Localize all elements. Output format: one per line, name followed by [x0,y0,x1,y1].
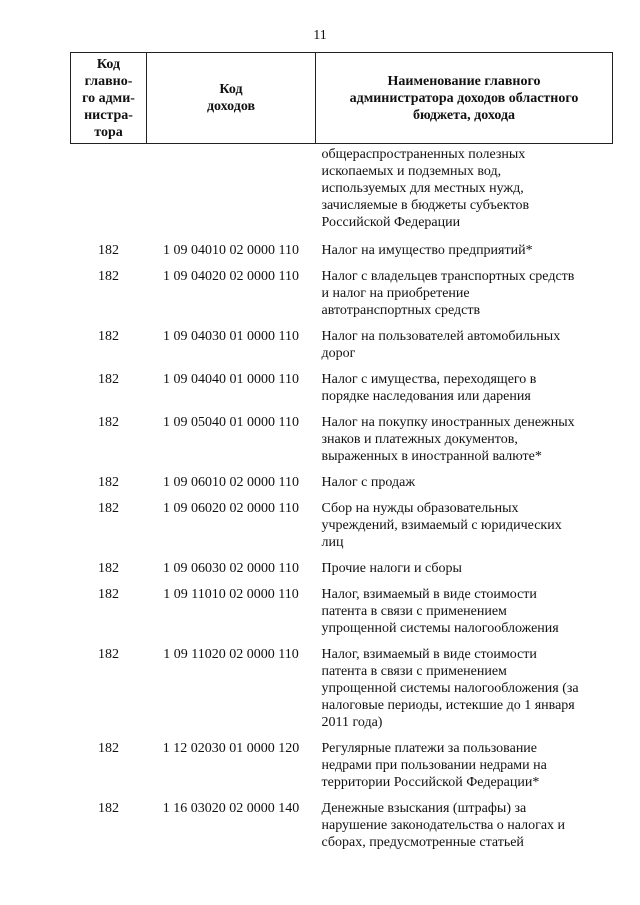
name-line: нарушение законодательства о налогах и [321,818,566,833]
admin-code-cell: 182 [98,415,119,430]
table-row [71,471,613,497]
name-line: знаков и платежных документов, [321,432,518,447]
admin-code-cell: 182 [98,372,119,387]
header-line: Код [96,56,121,72]
name-line: Налог на покупку иностранных денежных [321,415,575,430]
continuation-row [71,144,613,240]
table-header-row [71,53,613,144]
table-row [71,325,613,368]
name-line: общераспространенных полезных [321,147,526,162]
income-code-cell: 1 09 04040 01 0000 110 [163,372,299,387]
income-code-cell: 1 09 06030 02 0000 110 [163,561,299,576]
name-line: учреждений, взимаемый с юридических [321,518,562,533]
name-line: Налог с владельцев транспортных средств [321,269,575,284]
name-line: 2011 года) [321,715,383,730]
income-code-cell: 1 16 03020 02 0000 140 [162,801,300,816]
name-cell [316,737,613,797]
name-line: Российской Федерации [321,215,461,230]
name-line: Денежные взыскания (штрафы) за [321,801,527,816]
name-line: автотранспортных средств [321,303,481,318]
admin-code-cell: 182 [98,647,119,662]
name-cell [316,325,613,368]
name-line: недрами при пользовании недрами на [321,758,547,773]
admin-code-cell: 182 [98,801,119,816]
name-line: патента в связи с применением [321,664,507,679]
name-cell [316,368,613,411]
name-line: Регулярные платежи за пользование [321,741,538,756]
name-line: Налог с продаж [321,475,415,490]
name-line: патента в связи с применением [321,604,507,619]
name-cell [316,497,613,557]
name-cell [316,411,613,471]
header-line: тора [94,124,123,140]
income-code-cell: 1 09 04030 01 0000 110 [163,329,299,344]
admin-code-cell: 182 [98,741,119,756]
header-line: нистра- [84,107,133,123]
name-line: зачисляемые в бюджеты субъектов [321,198,530,213]
name-line: упрощенной системы налогообложения (за [321,681,579,696]
header-line: доходов [206,99,256,114]
admin-code-cell: 182 [98,561,119,576]
admin-code-cell: 182 [98,501,119,516]
admin-code-cell: 182 [98,475,119,490]
name-cell [316,144,613,240]
header-admin-code [71,53,147,144]
header-income-code [147,53,316,144]
table-row [71,643,613,737]
header-line: главно- [84,73,133,89]
income-code-cell: 1 09 04010 02 0000 110 [163,243,299,258]
table-row [71,583,613,643]
table-row [71,239,613,265]
table-row [71,411,613,471]
header-line: Код [219,82,243,97]
table-row [71,368,613,411]
income-code-cell [147,144,316,240]
income-code-cell: 1 09 11010 02 0000 110 [163,587,299,602]
header-line: Наименование главного [387,73,541,89]
income-code-cell: 1 09 05040 01 0000 110 [163,415,299,430]
table-row [71,497,613,557]
income-code-cell: 1 09 04020 02 0000 110 [163,269,299,284]
name-line: Сбор на нужды образовательных [321,501,519,516]
table-row [71,265,613,325]
name-line: Налог с имущества, переходящего в [321,372,537,387]
admin-code-cell [71,144,147,240]
header-line: бюджета, дохода [412,107,516,123]
income-code-cell: 1 12 02030 01 0000 120 [162,741,300,756]
admin-code-cell: 182 [98,587,119,602]
table-row [71,557,613,583]
name-line: Налог на пользователей автомобильных [321,329,561,344]
name-cell [316,471,613,497]
table-body [71,144,613,858]
name-cell [316,239,613,265]
name-line: ископаемых и подземных вод, [321,164,502,179]
income-code-cell: 1 09 11020 02 0000 110 [163,647,299,662]
admin-code-cell: 182 [98,329,119,344]
name-cell [316,643,613,737]
income-code-cell: 1 09 06010 02 0000 110 [163,475,299,490]
name-line: Налог, взимаемый в виде стоимости [321,647,537,662]
name-cell [316,557,613,583]
name-line: дорог [321,346,356,361]
name-line: используемых для местных нужд, [321,181,524,196]
header-name [316,53,613,144]
header-line: го адми- [82,90,135,106]
table-row [71,797,613,857]
name-cell [316,265,613,325]
name-line: порядке наследования или дарения [321,389,531,404]
name-line: сборах, предусмотренные статьей [321,835,524,850]
admin-code-cell: 182 [98,243,119,258]
name-line: лиц [321,535,344,550]
name-cell [316,583,613,643]
name-line: выраженных в иностранной валюте* [321,449,542,464]
name-line: территории Российской Федерации* [321,775,540,790]
table-row [71,737,613,797]
admin-code-cell: 182 [98,269,119,284]
name-line: Прочие налоги и сборы [321,561,462,576]
header-line: администратора доходов областного [349,90,579,106]
page-number: 11 [313,28,327,43]
name-line: налоговые периоды, истекшие до 1 января [321,698,575,713]
name-line: Налог, взимаемый в виде стоимости [321,587,537,602]
name-cell [316,797,613,857]
name-line: Налог на имущество предприятий* [321,243,533,258]
income-codes-table [70,52,613,857]
name-line: упрощенной системы налогообложения [321,621,559,636]
income-code-cell: 1 09 06020 02 0000 110 [163,501,299,516]
name-line: и налог на приобретение [321,286,470,301]
